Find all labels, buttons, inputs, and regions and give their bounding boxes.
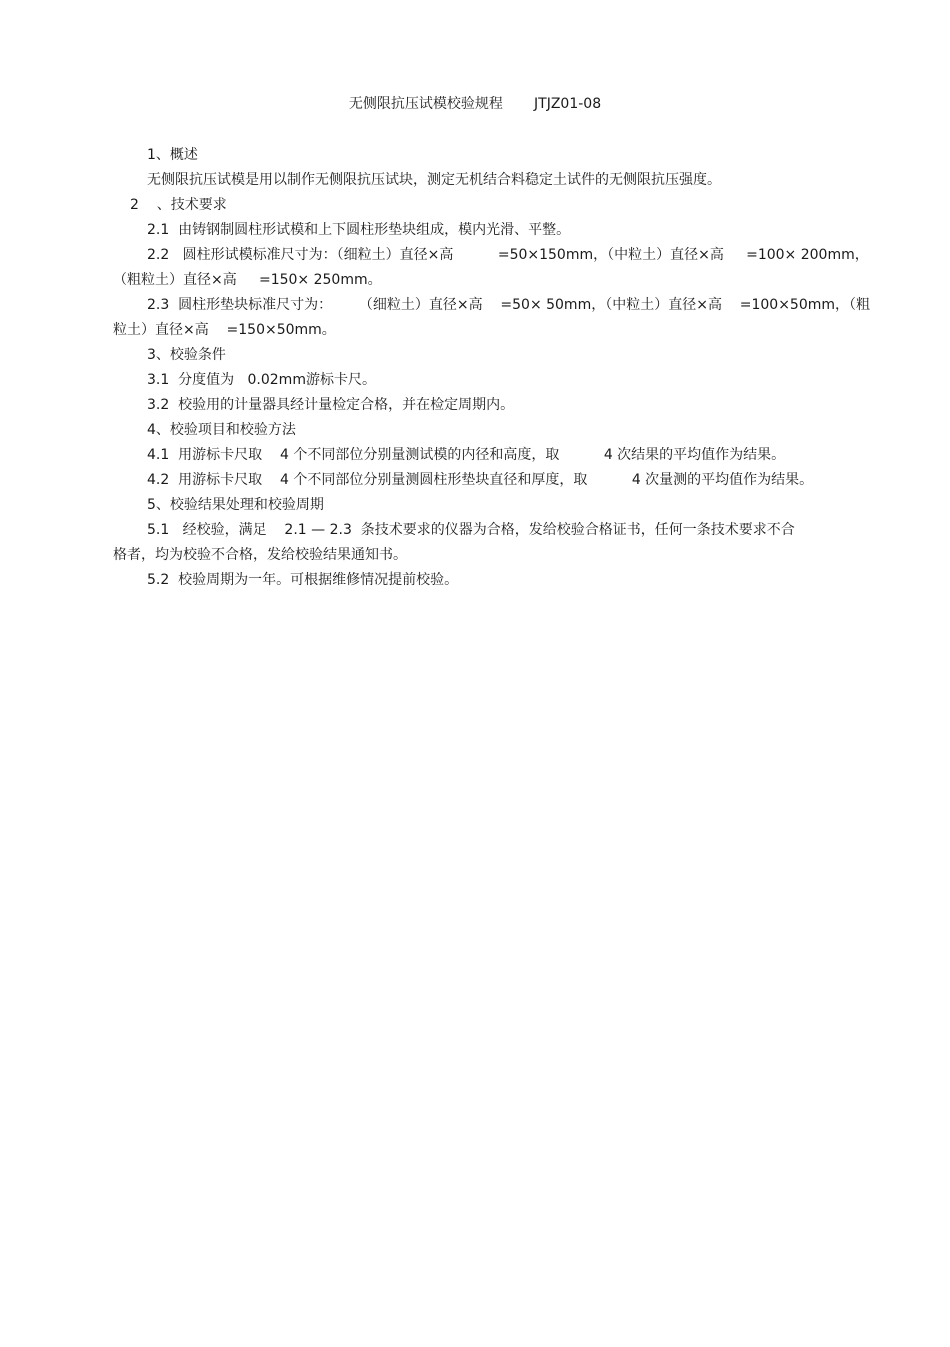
clause-2-2-line-1: 2.2 圆柱形试模标准尺寸为：（细粒土）直径×高 =50×150mm，（中粒土）直径×高 =100× 200mm， xyxy=(147,247,869,263)
clause-2-1: 2.1 由铸钢制圆柱形试模和上下圆柱形垫块组成，模内光滑、平整。 xyxy=(147,222,571,238)
section-3-heading: 3、校验条件 xyxy=(147,347,226,363)
clause-2-3-line-1: 2.3 圆柱形垫块标准尺寸为： （细粒土）直径×高 =50× 50mm，（中粒土）直径×高 =100×50mm，（粗 xyxy=(147,297,871,313)
clause-4-1: 4.1 用游标卡尺取 4 个不同部位分别量测试模的内径和高度，取 4 次结果的平均值作为结果。 xyxy=(147,447,786,463)
document-title: 无侧限抗压试模校验规程 JTJZ01-08 xyxy=(348,96,602,112)
section-1-overview-text: 无侧限抗压试模是用以制作无侧限抗压试块，测定无机结合料稳定土试件的无侧限抗压强度。 xyxy=(147,172,721,188)
section-5-heading: 5、校验结果处理和校验周期 xyxy=(147,497,324,513)
clause-2-2-line-2: （粗粒土）直径×高 =150× 250mm。 xyxy=(113,272,382,288)
clause-5-1-line-2: 格者，均为校验不合格，发给校验结果通知书。 xyxy=(113,547,407,563)
clause-3-2: 3.2 校验用的计量器具经计量检定合格，并在检定周期内。 xyxy=(147,397,515,413)
section-4-heading: 4、校验项目和校验方法 xyxy=(147,422,296,438)
clause-4-2: 4.2 用游标卡尺取 4 个不同部位分别量测圆柱形垫块直径和厚度，取 4 次量测的平均值作为结果。 xyxy=(147,472,814,488)
clause-2-3-line-2: 粒土）直径×高 =150×50mm。 xyxy=(113,322,336,338)
clause-5-1-line-1: 5.1 经校验，满足 2.1 — 2.3 条技术要求的仪器为合格，发给校验合格证书，任何一条技术要求不合 xyxy=(147,522,795,538)
section-1-heading: 1、概述 xyxy=(147,147,198,163)
clause-3-1: 3.1 分度值为 0.02mm游标卡尺。 xyxy=(147,372,376,388)
section-2-heading: 2 、技术要求 xyxy=(130,197,227,213)
clause-5-2: 5.2 校验周期为一年。可根据维修情况提前校验。 xyxy=(147,572,459,588)
